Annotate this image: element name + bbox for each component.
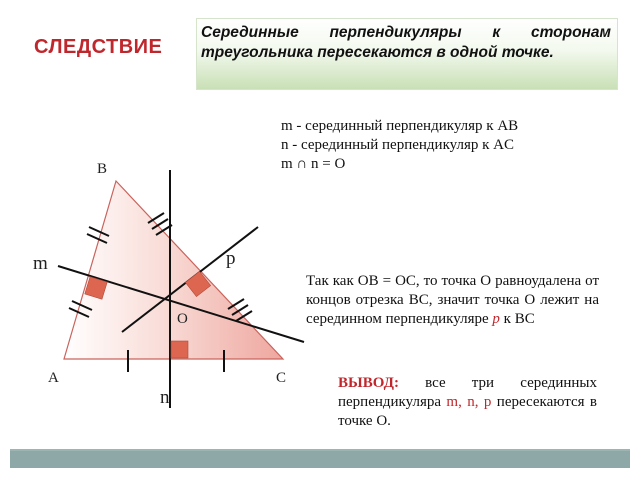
conclusion-text: ВЫВОД: все три серединных перпендикуляра m, n, p пересекаются в точке O. [338, 375, 598, 429]
vertex-c-label: C [276, 370, 287, 386]
lines-mnp-reference: m, n, p [446, 394, 492, 410]
section-heading: СЛЕДСТВИЕ [34, 36, 163, 58]
vertex-a-label: A [48, 370, 59, 386]
point-o-label: O [177, 311, 188, 327]
line-m-label: m [33, 253, 48, 274]
triangle-abc [64, 181, 283, 359]
theorem-text: Серединные перпендикуляры к сторонам треугольника пересекаются в одной точке. [201, 24, 611, 61]
definition-m: m - серединный перпендикуляр к AB [281, 118, 519, 134]
conclusion-tag: ВЫВОД: [338, 375, 399, 391]
line-n-label: n [160, 387, 170, 408]
footer-bar [10, 449, 630, 468]
intersection-statement: m ∩ n = O [281, 156, 346, 172]
definition-n: n - серединный перпендикуляр к AC [281, 137, 515, 153]
line-p-label: p [226, 248, 236, 269]
right-angle-marker-ac [171, 341, 188, 358]
vertex-b-label: B [97, 161, 108, 177]
explanation-text: Так как OB = OC, то точка O равноудалена от концов отрезка BC, значит точка O лежит на серединном перпендикуляре p к BC [306, 273, 599, 327]
line-p-reference: p [492, 311, 500, 327]
